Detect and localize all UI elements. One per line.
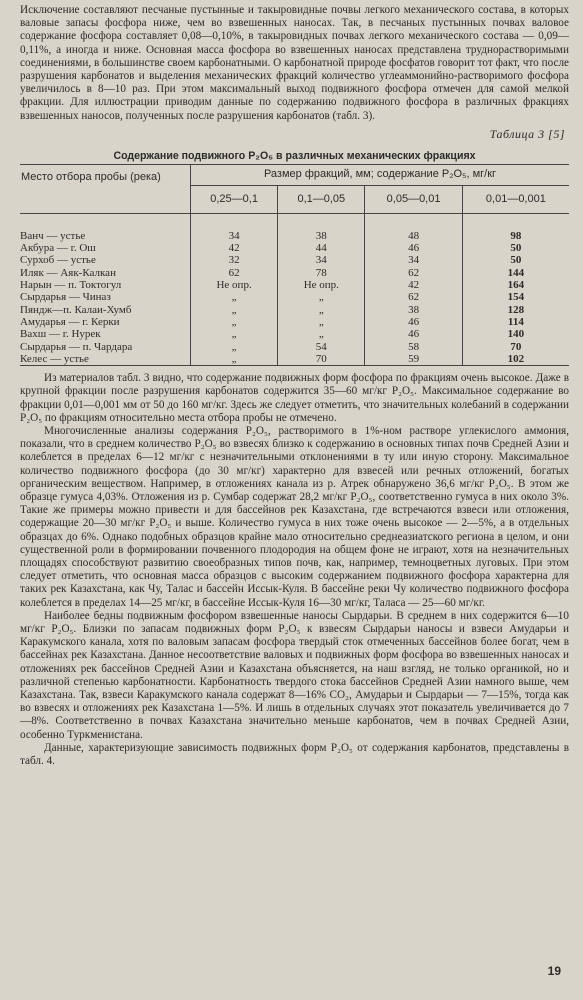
table-cell: „: [278, 328, 365, 340]
table-cell: 46: [365, 328, 462, 340]
table-cell: 114: [507, 315, 524, 328]
table-cell: 46: [365, 242, 462, 254]
paragraph: Данные, характеризующие зависимость подвижных форм P₂O₅ от содержания карбонатов, представлены в табл. 4.: [20, 741, 569, 767]
table-cell: 70: [278, 353, 365, 366]
fraction-header: 0,05—0,01: [365, 185, 462, 213]
table-cell-place: Амударья — г. Керки: [20, 316, 191, 328]
paragraph: Из материалов табл. 3 видно, что содержание подвижных форм фосфора по фракциям очень высокое. Даже в крупной фракции после разрушения карбонатов содержится 35—60 мг/кг P₂O₅. Максимальное содержание во фракции 0,01—0,001 мм от 50 до 160 мг/кг. Здесь же следует отметить, что значительных колебаний в содержании P₂O₅ по фракциям относительно места отбора пробы не отмечено.: [20, 372, 569, 424]
fraction-header: 0,25—0,1: [191, 185, 278, 213]
table-cell-place: Вахш — г. Нурек: [20, 328, 191, 340]
table-row: [20, 316, 569, 328]
fraction-header: 0,1—0,05: [278, 185, 365, 213]
table-cell: Не опр.: [191, 279, 278, 291]
table-cell: 62: [365, 291, 462, 303]
table-cell: 62: [365, 267, 462, 279]
table-cell: 46: [365, 316, 462, 328]
page-number: 19: [547, 964, 561, 978]
table-cell: 44: [278, 242, 365, 254]
table-cell: 58: [365, 341, 462, 353]
table-cell: „: [191, 353, 278, 366]
table-cell: 154: [507, 291, 525, 304]
table-row: [20, 328, 569, 340]
table-cell: 42: [191, 242, 278, 254]
table-cell-place: Ванч — устье: [20, 230, 191, 242]
table-cell: 144: [507, 266, 525, 279]
table-cell-place: Пяндж—п. Калаи-Хумб: [20, 304, 191, 316]
table-row: [20, 230, 569, 242]
col-units-header: Размер фракций, мм; содержание P₂O₅, мг/кг: [191, 164, 570, 185]
table-cell-place: Сурхоб — устье: [20, 254, 191, 266]
table-cell: „: [278, 316, 365, 328]
table-cell: 164: [507, 279, 525, 292]
table-cell: „: [191, 304, 278, 316]
table-cell: 98: [510, 229, 522, 242]
paragraph: Наиболее бедны подвижным фосфором взвешенные наносы Сырдарьи. В среднем в них содержится 6—10 мг/кг P₂O₅. Близки по запасам подвижных форм P₂O₅ к взвесям Сырдарьи наносы и взвеси Амударьи и Каракумского канала, хотя по валовым запасам фосфора твердый сток отмеченных бассейнов более богат, чем в бассейнах рек Казахстана. Данное несоответствие валовых и подвижных форм фосфора во взвешенных наносах и отложениях рек бассейнов Средней Азии и Казахстана объясняется, на наш взгляд, не только органикой, но и различной степенью карбонатности. Карбонатность твердого стока бассейнов Средней Азии намного выше, чем Казахстана. Так, взвеси Каракумского канала содержат 8—16% CO₂, Амударьи и Сырдарьи — 7—15%, тогда как во взвесях и отложениях рек Казахстана 1—5%. И лишь в отдельных случаях этот показатель увеличивается до 7—8%. Соответственно в почвах Казахстана значительно меньше карбонатов, чем в почвах Средней Азии, особенно Туркменистана.: [20, 609, 569, 741]
table-cell: 34: [365, 254, 462, 266]
table-row: [20, 291, 569, 303]
table-cell: 59: [365, 353, 462, 366]
table-cell: 34: [191, 230, 278, 242]
table-row: [20, 341, 569, 353]
table-cell: „: [278, 304, 365, 316]
intro-paragraph: Исключение составляют песчаные пустынные и такыровидные почвы легкого механического состава, в которых валовые запасы фосфора ниже, чем во взвешенных наносах. Так, в песчаных пустынных почвах валовое содержание фосфора составляет 0,08—0,10%, в такыровидных почвах легкого механического состава — 0,09—0,11%, а иногда и ниже. Основная масса фосфора во взвешенных наносах представлена труднорастворимыми соединениями, в большинстве своем карбонатными. О карбонатной природе фосфатов говорит тот факт, что после разрушения карбонатов и выделения механических фракций количество углеаммонийно-растворимого фосфора увеличилось в 8—10 раз. При этом максимальный выход подвижного фосфора отмечен для самой мелкой фракции. Для иллюстрации приводим данные по содержанию подвижного фосфора в различных фракциях взвешенных наносов, полученных после разрушения карбонатов (табл. 3).: [20, 4, 569, 122]
table-cell: 140: [507, 328, 525, 341]
table-cell: 62: [191, 267, 278, 279]
table-caption: Таблица 3 [5]: [489, 126, 565, 141]
table-cell: 102: [462, 353, 569, 366]
col-place-header: Место отбора пробы (река): [20, 164, 191, 213]
table-cell: 70: [510, 340, 522, 353]
table-row: [20, 242, 569, 254]
table-cell-place: Сырдарья — Чиназ: [20, 291, 191, 303]
table-cell: „: [191, 341, 278, 353]
table-cell: 50: [510, 242, 522, 255]
table-cell: 32: [191, 254, 278, 266]
table-row: [20, 304, 569, 316]
table-cell: „: [278, 291, 365, 303]
table-cell: „: [191, 316, 278, 328]
table-cell: 42: [365, 279, 462, 291]
table-cell: 38: [278, 230, 365, 242]
table-cell: 54: [278, 341, 365, 353]
table-cell: „: [191, 328, 278, 340]
table-row: [20, 254, 569, 266]
table-cell: 50: [510, 254, 522, 267]
paragraph: Многочисленные анализы содержания P₂O₅, растворимого в 1%-ном растворе углекислого аммония, показали, что в среднем количество P₂O₅ во взвесях близко к содержанию в основных типах почв Средней Азии и колеблется в пределах 6—12 мг/кг с незначительными отклонениями в ту или иную сторону. Максимальное количество подвижного фосфора (до 30 мг/кг) характерно для взвесей или речных отложений, богатых органическим веществом. Например, в отложениях канала из р. Атрек обнаружено 36,6 мг/кг P₂O₅. В этом же образце гумуса 4,03%. Отложения из р. Сумбар содержат 28,2 мг/кг P₂O₅, соответственно гумуса в них около 3%. Такие же примеры можно привести и для бассейнов рек Казахстана, где встречаются взвеси или отложения, содержащие 20—30 мг/кг P₂O₅ и выше. Количество гумуса в них тоже очень высокое — 2—5%, а в отдельных образцах до 6%. Однако подобных образцов крайне мало относительно среднеазиатского региона в целом, и они существенной роли в формировании почвенного плодородия на общем фоне не играют, хотя на незначительных площадях способствуют развитию своеобразных типов почв, как, например, темноцветных луговых. При этом следует отметить, что основная масса образцов с высоким содержанием подвижного фосфора характерна для таких рек Казахстана, как Чу, Талас и бассейн Иссык-Куля. В бассейне реки Чу количество подвижного фосфора колеблется в пределах 14—25 мг/кг, в бассейне Иссык-Куля 16—30 мг/кг, Таласа — 25—60 мг/кг.: [20, 424, 569, 609]
table-cell-place: Нарын — п. Токтогул: [20, 279, 191, 291]
table-row: [20, 267, 569, 279]
fraction-table: [20, 164, 569, 366]
table-cell-place: Келес — устье: [20, 353, 191, 366]
fraction-header: 0,01—0,001: [485, 192, 546, 205]
table-cell-place: Иляк — Аяк-Калкан: [20, 267, 191, 279]
table-cell-place: Акбура — г. Ош: [20, 242, 191, 254]
table-cell: 48: [365, 230, 462, 242]
table-row: [20, 279, 569, 291]
table-cell: Не опр.: [278, 279, 365, 291]
table-cell: „: [191, 291, 278, 303]
table-row: [20, 353, 569, 366]
table-cell: 128: [507, 303, 525, 316]
table-cell: 78: [278, 267, 365, 279]
table-cell-place: Сырдарья — п. Чардара: [20, 341, 191, 353]
table-title: Содержание подвижного P₂O₅ в различных механических фракциях: [113, 149, 476, 162]
table-cell: 38: [365, 304, 462, 316]
table-cell: 34: [278, 254, 365, 266]
